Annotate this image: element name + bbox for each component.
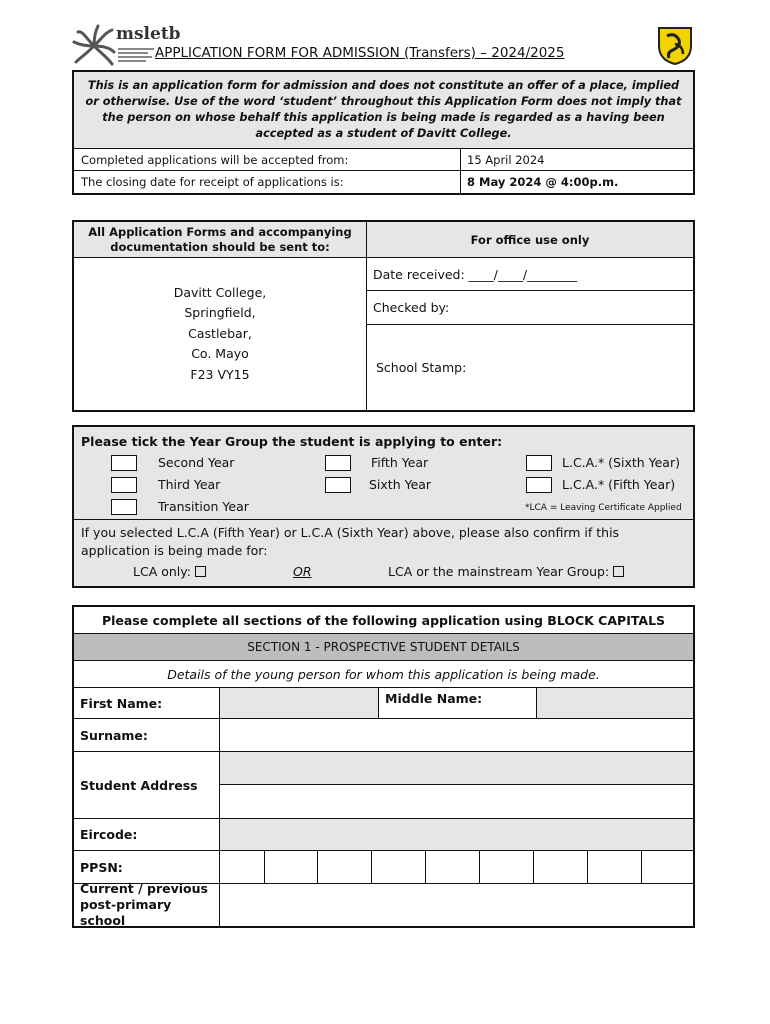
msletb-tagline-lines [118, 46, 158, 64]
intro-table [72, 70, 695, 195]
closing-date-label: The closing date for receipt of applications is: [74, 171, 461, 193]
lca-question: If you selected L.C.A (Fifth Year) or L.C.A (Sixth Year) above, please also confirm if this application is being made for: [81, 525, 620, 558]
ppsn-label: PPSN: [74, 851, 220, 884]
section1-table [72, 605, 695, 928]
address-line: Castlebar, [188, 325, 252, 341]
ppsn-char-2[interactable] [265, 851, 318, 884]
office-use-header: For office use only [367, 222, 693, 258]
ppsn-char-7[interactable] [534, 851, 588, 884]
fifth-year-checkbox[interactable] [325, 455, 351, 471]
date-received-field[interactable]: Date received: ____/____/________ [367, 258, 693, 291]
send-to-header: All Application Forms and accompanying documentation should be sent to: [74, 222, 367, 258]
lca-only-checkbox[interactable] [195, 566, 206, 577]
address-line: Davitt College, [173, 284, 267, 300]
lca-sixth-year-checkbox[interactable] [526, 455, 552, 471]
admission-notice: This is an application form for admission and does not constitute an offer of a place, implied or otherwise. Use of the word ‘student’ throughout this Application Form does not imply that the person on whose behalf this application is being made is regarded as a having been accepted as a student of Davitt College. [74, 72, 693, 149]
ppsn-char-4[interactable] [372, 851, 426, 884]
accepted-from-value: 15 April 2024 [461, 149, 693, 171]
ppsn-char-5[interactable] [426, 851, 480, 884]
msletb-wordmark: msletb [116, 24, 181, 44]
student-address-label: Student Address [74, 752, 220, 819]
lca-only-label: LCA only: [133, 564, 191, 579]
block-capitals-instruction: Please complete all sections of the following application using BLOCK CAPITALS [74, 607, 693, 634]
sixth-year-label: Sixth Year [369, 477, 432, 492]
eircode-label: Eircode: [74, 819, 220, 851]
middle-name-input[interactable] [537, 688, 693, 719]
previous-school-label: Current / previous post-primary school [74, 884, 220, 926]
student-address-line1-input[interactable] [220, 752, 693, 785]
send-to-table [72, 220, 695, 412]
fifth-year-label: Fifth Year [371, 455, 429, 470]
lca-footnote: *LCA = Leaving Certificate Applied [525, 503, 682, 513]
year-group-heading: Please tick the Year Group the student is applying to enter: [81, 434, 503, 449]
checked-by-field[interactable]: Checked by: [367, 291, 693, 325]
sixth-year-checkbox[interactable] [325, 477, 351, 493]
ppsn-char-9[interactable] [642, 851, 693, 884]
transition-year-checkbox[interactable] [111, 499, 137, 515]
address-line: F23 VY15 [190, 366, 250, 382]
previous-school-input[interactable] [220, 884, 693, 926]
ppsn-char-3[interactable] [318, 851, 372, 884]
surname-label: Surname: [74, 719, 220, 752]
school-stamp-field[interactable]: School Stamp: [376, 360, 467, 375]
lca-fifth-year-checkbox[interactable] [526, 477, 552, 493]
lca-mainstream-option[interactable] [388, 564, 624, 579]
middle-name-label: Middle Name: [379, 688, 537, 719]
lca-fifth-year-label: L.C.A.* (Fifth Year) [562, 477, 676, 492]
section1-title: SECTION 1 - PROSPECTIVE STUDENT DETAILS [74, 634, 693, 661]
third-year-checkbox[interactable] [111, 477, 137, 493]
surname-input[interactable] [220, 719, 693, 752]
closing-date-value: 8 May 2024 @ 4:00p.m. [467, 175, 619, 189]
second-year-label: Second Year [158, 455, 235, 470]
first-name-label: First Name: [74, 688, 220, 719]
lca-mainstream-label: LCA or the mainstream Year Group: [388, 564, 610, 579]
ppsn-char-6[interactable] [480, 851, 534, 884]
msletb-swirl-icon [72, 24, 116, 68]
address-line: Springfield, [184, 305, 256, 321]
accepted-from-label: Completed applications will be accepted from: [74, 149, 461, 171]
address-line: Co. Mayo [191, 346, 249, 362]
davitt-college-crest [655, 24, 695, 66]
third-year-label: Third Year [158, 477, 221, 492]
lca-only-option[interactable] [133, 564, 206, 579]
college-address [74, 258, 367, 410]
second-year-checkbox[interactable] [111, 455, 137, 471]
lca-mainstream-checkbox[interactable] [613, 566, 624, 577]
page-title: APPLICATION FORM FOR ADMISSION (Transfers) – 2024/2025 [155, 45, 565, 61]
first-name-input[interactable] [220, 688, 379, 719]
or-label: OR [293, 564, 312, 579]
ppsn-char-8[interactable] [588, 851, 642, 884]
transition-year-label: Transition Year [158, 499, 249, 514]
lca-divider [74, 519, 693, 520]
ppsn-char-1[interactable] [220, 851, 265, 884]
section1-subtitle: Details of the young person for whom this application is being made. [74, 661, 693, 688]
year-group-panel [72, 425, 695, 588]
eircode-input[interactable] [220, 819, 693, 851]
lca-sixth-year-label: L.C.A.* (Sixth Year) [562, 455, 680, 470]
student-address-line2-input[interactable] [220, 785, 693, 819]
